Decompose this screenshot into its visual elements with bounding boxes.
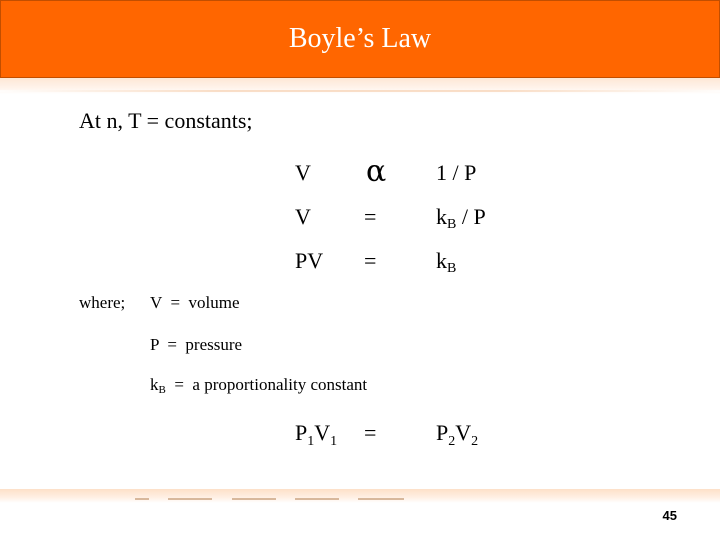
eq3-rhs xyxy=(436,248,456,274)
eq1-proportional-symbol: α xyxy=(366,154,387,189)
footer-dash xyxy=(232,498,276,500)
footer-dash xyxy=(168,498,212,500)
eq2-lhs: V xyxy=(295,204,311,229)
footer-dash xyxy=(135,498,149,500)
intro-text: At n, T = constants; xyxy=(79,108,253,133)
final-equation-rhs xyxy=(436,420,479,449)
footer-band xyxy=(0,489,720,503)
eq3-equals: = xyxy=(364,248,377,273)
v2-subscript: 2 xyxy=(471,434,479,449)
eq2-rhs xyxy=(436,204,486,230)
p1: P xyxy=(295,420,308,445)
final-equation-equals: = xyxy=(364,420,377,445)
v1-subscript: 1 xyxy=(330,434,338,449)
eq2-k-subscript: B xyxy=(447,217,457,232)
p2: P xyxy=(436,420,449,445)
title-bar xyxy=(0,0,720,78)
eq3-k-subscript: B xyxy=(447,261,457,276)
footer-dash xyxy=(295,498,339,500)
eq2-rhs-tail: / P xyxy=(456,204,486,229)
definition-constant-text: = a proportionality constant xyxy=(165,375,368,394)
eq2-equals: = xyxy=(364,204,377,229)
v2: V xyxy=(455,420,472,445)
eq2-k: k xyxy=(436,204,447,229)
p2-subscript: 2 xyxy=(448,434,456,449)
eq1-rhs: 1 / P xyxy=(436,160,477,185)
definition-k-subscript: B xyxy=(158,384,166,396)
definition-pressure: P = pressure xyxy=(150,335,243,354)
p1-subscript: 1 xyxy=(307,434,315,449)
eq1-lhs: V xyxy=(295,160,311,185)
header-divider xyxy=(0,90,720,92)
slide-title: Boyle’s Law xyxy=(288,23,432,54)
where-label: where; xyxy=(79,293,126,312)
footer-dash xyxy=(358,498,404,500)
v1: V xyxy=(314,420,331,445)
definition-constant xyxy=(150,375,367,395)
definition-k: k xyxy=(150,375,159,394)
page-number: 45 xyxy=(662,508,677,523)
eq3-lhs: PV xyxy=(295,248,324,273)
final-equation-lhs xyxy=(295,420,338,449)
definition-volume: V = volume xyxy=(150,293,240,312)
eq3-k: k xyxy=(436,248,447,273)
